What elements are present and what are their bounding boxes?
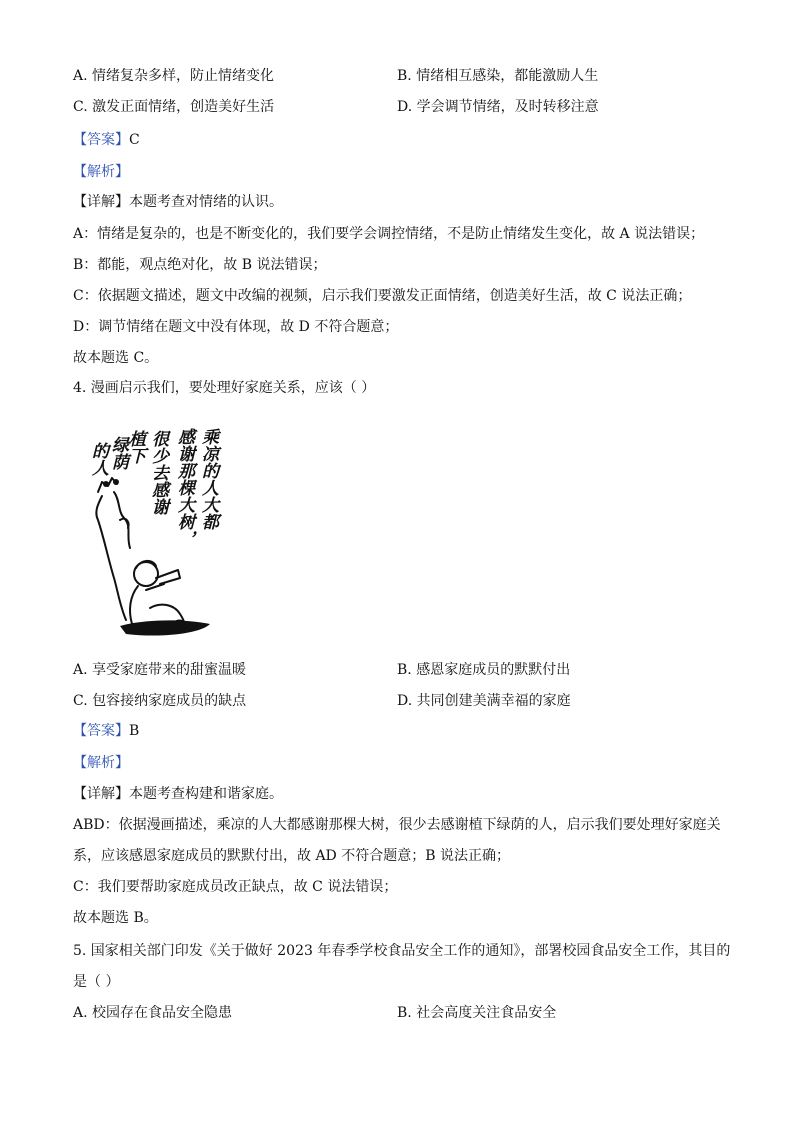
q4-stem: 4. 漫画启示我们，要处理好家庭关系，应该（ ） (73, 380, 376, 396)
answer-tag: 【答案】 (73, 132, 129, 148)
detail-text: 本题考查构建和谐家庭。 (129, 786, 283, 802)
cartoon-illustration (80, 408, 230, 640)
q3-explanation-b: B：都能，观点绝对化，故 B 说法错误； (73, 257, 327, 273)
cartoon-text-col5: 绿荫 (108, 436, 128, 470)
q3-detail (73, 192, 283, 212)
q4-explanation-abd: ABD：依据漫画描述，乘凉的人大都感谢那棵大树，很少去感谢植下绿荫的人，启示我们要处理好家庭关 (73, 817, 721, 833)
q3-option-b: B. 情绪相互感染，都能激励人生 (397, 68, 599, 84)
cartoon-text-col2: 感谢那棵大树， (174, 428, 194, 547)
q4-answer (73, 721, 139, 741)
q4-option-c: C. 包容接纳家庭成员的缺点 (73, 693, 247, 709)
detail-tag: 【详解】 (73, 786, 129, 802)
q5-option-b: B. 社会高度关注食品安全 (397, 1005, 557, 1021)
detail-text: 本题考查对情绪的认识。 (129, 194, 283, 210)
q4-analysis-tag: 【解析】 (73, 755, 129, 771)
q4-explanation-c: C：我们要帮助家庭成员改正缺点，故 C 说法错误； (73, 879, 398, 895)
q4-option-d: D. 共同创建美满幸福的家庭 (397, 693, 571, 709)
answer-tag: 【答案】 (73, 723, 129, 739)
q3-explanation-a: A：情绪是复杂的，也是不断变化的，我们要学会调控情绪，不是防止情绪发生变化，故 A 说法错误； (73, 226, 705, 242)
q3-answer (73, 130, 140, 150)
man-spyglass (156, 570, 180, 584)
q4-explanation-abd-cont: 系，应该感恩家庭成员的默默付出，故 AD 不符合题意；B 说法正确； (73, 848, 510, 864)
q3-option-c: C. 激发正面情绪，创造美好生活 (73, 99, 275, 115)
q3-explanation-d: D：调节情绪在题文中没有体现，故 D 不符合题意； (73, 319, 399, 335)
tree-knot (113, 479, 119, 485)
q3-option-d: D. 学会调节情绪，及时转移注意 (397, 99, 599, 115)
q4-detail (73, 784, 283, 804)
cartoon-text-col3: 很少去感谢 (148, 430, 168, 515)
q4-option-a: A. 享受家庭带来的甜蜜温暖 (73, 662, 247, 678)
q3-option-a: A. 情绪复杂多样，防止情绪变化 (73, 68, 275, 84)
q5-stem-line1: 5. 国家相关部门印发《关于做好 2023 年春季学校食品安全工作的通知》，部署校园食品安全工作，其目的 (73, 943, 731, 959)
tree-knot (103, 481, 109, 487)
q5-stem-line2: 是（ ） (73, 974, 120, 990)
q4-option-b: B. 感恩家庭成员的默默付出 (397, 662, 571, 678)
q5-option-a: A. 校园存在食品安全隐患 (73, 1005, 233, 1021)
q4-conclusion: 故本题选 B。 (73, 910, 158, 926)
q3-conclusion: 故本题选 C。 (73, 350, 159, 366)
detail-tag: 【详解】 (73, 194, 129, 210)
q3-analysis-tag: 【解析】 (73, 164, 129, 180)
answer-value: C (129, 132, 140, 148)
cartoon-text-col4: 植下 (125, 430, 145, 464)
ground-shadow (120, 620, 210, 635)
answer-value: B (129, 723, 140, 739)
q3-explanation-c: C：依据题文描述，题文中改编的视频，启示我们要激发正面情绪，创造美好生活，故 C 说法正确； (73, 288, 692, 304)
cartoon-text-col6: 的人 (88, 442, 108, 476)
cartoon-drawing (80, 408, 230, 640)
cartoon-text-col1: 乘凉的人大都 (198, 428, 218, 530)
